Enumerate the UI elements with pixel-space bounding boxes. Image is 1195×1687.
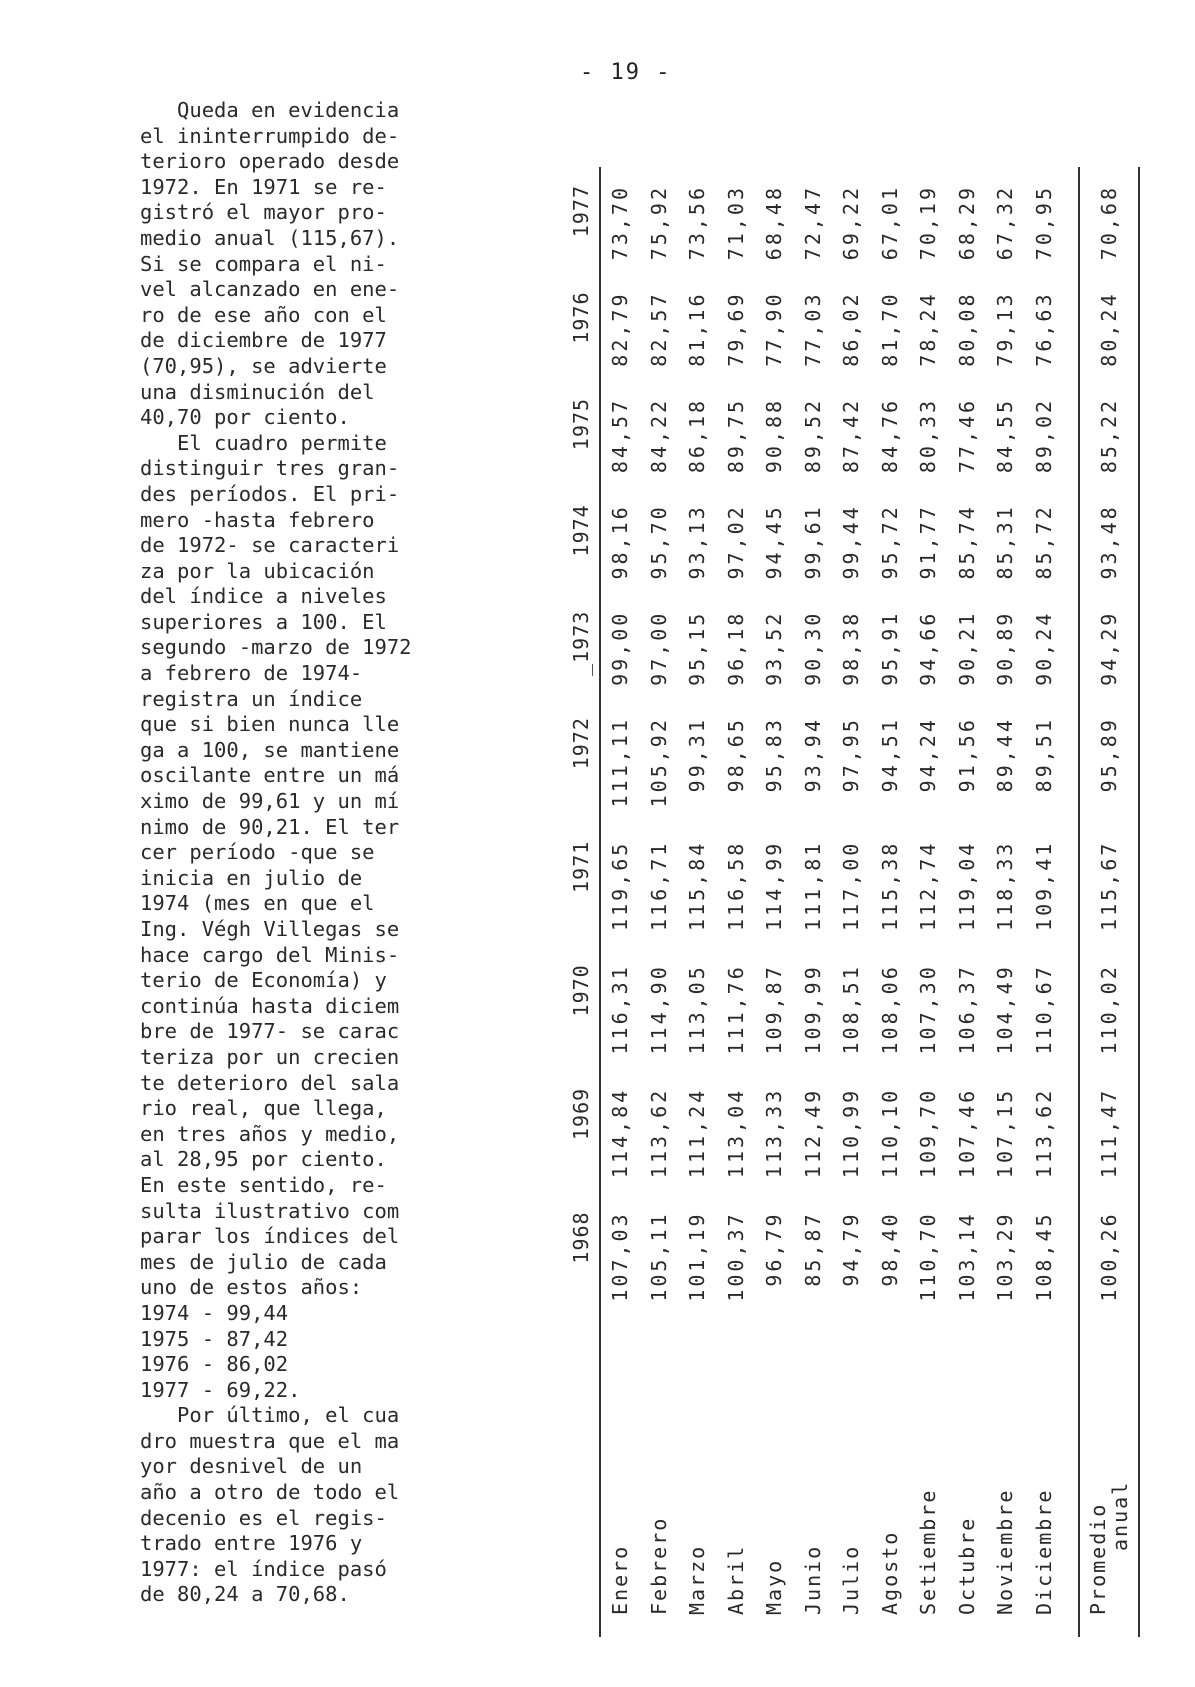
month-label: Agosto xyxy=(877,1530,902,1615)
average-label-line2: anual xyxy=(1108,1480,1132,1551)
index-value-cell: 109,41 xyxy=(1031,840,1056,931)
commentary-line: za por la ubicación xyxy=(140,558,375,583)
index-value-cell: 105,92 xyxy=(646,717,671,808)
index-value-cell: 113,62 xyxy=(1031,1087,1056,1179)
year-header: 1972 xyxy=(563,699,600,823)
index-value-cell: 90,21 xyxy=(954,610,979,686)
index-value-cell: 113,33 xyxy=(762,1087,787,1179)
index-value-cell: 85,31 xyxy=(993,504,1018,580)
index-value-cell: 95,70 xyxy=(646,504,671,580)
index-value-cell: 89,51 xyxy=(1031,717,1056,793)
index-value-cell: 89,52 xyxy=(800,397,825,474)
commentary-line: 1972. En 1971 se re- xyxy=(140,174,387,199)
index-value-cell: 77,90 xyxy=(762,291,787,367)
table-row xyxy=(600,167,640,1637)
month-label: Octubre xyxy=(954,1516,979,1615)
average-value-cell: 93,48 xyxy=(1079,486,1139,592)
table-row xyxy=(1025,167,1064,1637)
commentary-line: segundo -marzo de 1972 xyxy=(140,635,412,660)
index-value-cell: 114,90 xyxy=(646,964,671,1055)
index-value-cell: 107,15 xyxy=(993,1087,1018,1179)
commentary-line: a febrero de 1974- xyxy=(140,661,363,686)
commentary-line: cer período -que se xyxy=(140,840,375,865)
index-value-cell: 95,91 xyxy=(877,610,902,686)
index-value-cell: 95,83 xyxy=(762,717,787,793)
index-value-cell: 113,62 xyxy=(646,1087,671,1179)
commentary-line: del índice a niveles xyxy=(140,584,387,609)
commentary-line: ro de ese año con el xyxy=(140,302,387,327)
index-value-cell: 71,03 xyxy=(723,185,748,261)
index-value-cell: 107,46 xyxy=(954,1087,979,1179)
index-value-cell: 94,51 xyxy=(877,717,902,793)
commentary-line: nimo de 90,21. El ter xyxy=(140,814,400,839)
index-value-cell: 98,16 xyxy=(608,504,633,580)
index-value-cell: 76,63 xyxy=(1031,291,1056,367)
index-value-cell: 94,24 xyxy=(916,717,941,793)
commentary-line: decenio es el regis- xyxy=(140,1505,387,1530)
table-row xyxy=(832,167,871,1637)
index-value-cell: 72,47 xyxy=(800,185,825,261)
index-value-cell: 79,13 xyxy=(993,291,1018,367)
index-value-cell: 99,61 xyxy=(800,504,825,580)
index-value-cell: 110,67 xyxy=(1031,964,1056,1055)
table-body xyxy=(600,167,1139,1637)
commentary-line: uno de estos años: xyxy=(140,1275,363,1300)
index-value-cell: 94,79 xyxy=(839,1211,864,1287)
index-value-cell: 84,76 xyxy=(877,397,902,474)
commentary-line: terio de Economía) y xyxy=(140,968,387,993)
month-label: Abril xyxy=(723,1544,748,1615)
average-value-cell: 94,29 xyxy=(1079,593,1139,699)
commentary-line: vel alcanzado en ene- xyxy=(140,277,400,302)
average-value-cell: 85,22 xyxy=(1079,380,1139,486)
index-value-cell: 108,45 xyxy=(1031,1211,1056,1302)
month-label: Julio xyxy=(839,1544,864,1615)
index-value-cell: 107,30 xyxy=(916,964,941,1055)
commentary-line: ga a 100, se mantiene xyxy=(140,737,400,762)
index-value-cell: 117,00 xyxy=(839,840,864,931)
index-value-cell: 90,89 xyxy=(993,610,1018,686)
month-label: Diciembre xyxy=(1031,1488,1056,1615)
table-row xyxy=(909,167,948,1637)
average-value-cell: 111,47 xyxy=(1079,1070,1139,1194)
commentary-line: rio real, que llega, xyxy=(140,1096,387,1121)
average-value-cell: 70,68 xyxy=(1079,167,1139,273)
month-label: Febrero xyxy=(646,1516,671,1615)
table-row xyxy=(640,167,679,1637)
index-value-cell: 98,38 xyxy=(839,610,864,686)
index-value-cell: 73,56 xyxy=(685,185,710,261)
index-value-cell: 96,18 xyxy=(723,610,748,686)
commentary-line: des períodos. El pri- xyxy=(140,481,400,506)
index-value-cell: 69,22 xyxy=(839,185,864,261)
index-value-cell: 85,74 xyxy=(954,504,979,580)
commentary-line: 1977: el índice pasó xyxy=(140,1556,387,1581)
index-value-cell: 108,51 xyxy=(839,964,864,1055)
index-value-cell: 109,87 xyxy=(762,964,787,1055)
index-value-cell: 110,99 xyxy=(839,1087,864,1179)
index-value-cell: 94,66 xyxy=(916,610,941,686)
index-value-cell: 116,58 xyxy=(723,840,748,931)
commentary-line: teriza por un crecien xyxy=(140,1044,400,1069)
index-value-cell: 114,99 xyxy=(762,840,787,931)
index-value-cell: 100,37 xyxy=(723,1211,748,1302)
commentary-line: 1974 (mes en que el xyxy=(140,891,375,916)
index-value-cell: 70,19 xyxy=(916,185,941,261)
index-value-cell: 97,02 xyxy=(723,504,748,580)
index-value-cell: 111,76 xyxy=(723,964,748,1055)
index-value-cell: 114,84 xyxy=(608,1087,633,1179)
month-label: Setiembre xyxy=(916,1488,941,1615)
commentary-line: de 80,24 a 70,68. xyxy=(140,1582,350,1607)
index-value-cell: 103,14 xyxy=(954,1211,979,1302)
year-header: 1969 xyxy=(563,1070,600,1194)
annual-average-label xyxy=(1079,1317,1139,1637)
commentary-line: inicia en julio de xyxy=(140,865,363,890)
index-value-cell: 81,70 xyxy=(877,291,902,367)
index-value-cell: 108,06 xyxy=(877,964,902,1055)
index-value-cell: 112,49 xyxy=(800,1087,825,1179)
table-row xyxy=(986,167,1025,1637)
header-blank xyxy=(563,1317,600,1637)
index-value-cell: 99,44 xyxy=(839,504,864,580)
commentary-line: Si se compara el ni- xyxy=(140,251,387,276)
index-value-cell: 68,48 xyxy=(762,185,787,261)
commentary-line: bre de 1977- se carac xyxy=(140,1019,400,1044)
commentary-line: sulta ilustrativo com xyxy=(140,1198,400,1223)
index-value-cell: 81,16 xyxy=(685,291,710,367)
commentary-line: 1977 - 69,22. xyxy=(140,1377,301,1402)
index-value-cell: 111,81 xyxy=(800,840,825,931)
year-header: 1975 xyxy=(563,380,600,486)
annual-average-row xyxy=(1079,167,1139,1637)
commentary-line: el ininterrumpido de- xyxy=(140,123,400,148)
table-row xyxy=(794,167,833,1637)
divider-cell xyxy=(1063,167,1079,1637)
year-header-row xyxy=(563,167,600,1637)
index-value-cell: 115,84 xyxy=(685,840,710,931)
commentary-line: oscilante entre un má xyxy=(140,763,400,788)
index-value-cell: 70,95 xyxy=(1031,185,1056,261)
average-value-cell: 100,26 xyxy=(1079,1193,1139,1317)
average-value-cell: 95,89 xyxy=(1079,699,1139,823)
commentary-line: registra un índice xyxy=(140,686,363,711)
commentary-line: 1974 - 99,44 xyxy=(140,1300,289,1325)
index-value-cell: 95,72 xyxy=(877,504,902,580)
index-value-cell: 97,00 xyxy=(646,610,671,686)
average-value-cell: 80,24 xyxy=(1079,273,1139,379)
commentary-line: en tres años y medio, xyxy=(140,1121,400,1146)
real-wage-index-table xyxy=(563,167,1140,1637)
index-value-cell: 78,24 xyxy=(916,291,941,367)
index-value-cell: 77,03 xyxy=(800,291,825,367)
commentary-line: Ing. Végh Villegas se xyxy=(140,917,400,941)
index-value-cell: 93,94 xyxy=(800,717,825,793)
index-value-cell: 91,56 xyxy=(954,717,979,793)
index-value-cell: 87,42 xyxy=(839,397,864,474)
index-value-cell: 109,99 xyxy=(800,964,825,1055)
index-value-cell: 82,57 xyxy=(646,291,671,367)
commentary-line: 40,70 por ciento. xyxy=(140,405,350,430)
year-header: 1974 xyxy=(563,486,600,592)
index-value-cell: 91,77 xyxy=(916,504,941,580)
index-value-cell: 85,72 xyxy=(1031,504,1056,580)
commentary-line: continúa hasta diciem xyxy=(140,993,400,1018)
commentary-line: 1975 - 87,42 xyxy=(140,1326,289,1351)
table-row xyxy=(948,167,987,1637)
commentary-line: de 1972- se caracteri xyxy=(140,533,400,558)
commentary-line: al 28,95 por ciento. xyxy=(140,1147,387,1172)
index-value-cell: 116,71 xyxy=(646,840,671,931)
commentary-line: te deterioro del sala xyxy=(140,1070,400,1095)
index-value-cell: 86,02 xyxy=(839,291,864,367)
month-label: Mayo xyxy=(762,1558,787,1615)
commentary-line: dro muestra que el ma xyxy=(140,1428,400,1453)
index-value-cell: 77,46 xyxy=(954,397,979,474)
commentary-line: mes de julio de cada xyxy=(140,1249,387,1274)
index-value-cell: 118,33 xyxy=(993,840,1018,931)
commentary-line: trado entre 1976 y xyxy=(140,1531,363,1556)
index-value-cell: 113,04 xyxy=(723,1087,748,1179)
commentary-text xyxy=(140,98,460,1608)
index-value-cell: 115,38 xyxy=(877,840,902,931)
index-value-cell: 84,55 xyxy=(993,397,1018,474)
index-value-cell: 67,32 xyxy=(993,185,1018,261)
index-value-cell: 101,19 xyxy=(685,1211,710,1302)
page-number: - 19 - xyxy=(580,60,672,85)
index-value-cell: 84,57 xyxy=(608,397,633,474)
year-header: 1977 xyxy=(563,167,600,273)
commentary-line: superiores a 100. El xyxy=(140,609,387,634)
index-value-cell: 98,65 xyxy=(723,717,748,793)
index-value-cell: 119,04 xyxy=(954,840,979,931)
index-value-cell: 111,11 xyxy=(608,717,633,808)
index-value-cell: 105,11 xyxy=(646,1211,671,1302)
index-value-cell: 96,79 xyxy=(762,1211,787,1287)
table-divider xyxy=(1063,167,1079,1637)
index-value-cell: 89,02 xyxy=(1031,397,1056,474)
year-header: 1970 xyxy=(563,946,600,1070)
index-value-cell: 110,10 xyxy=(877,1087,902,1179)
index-value-cell: 85,87 xyxy=(800,1211,825,1287)
index-value-cell: 90,88 xyxy=(762,397,787,474)
commentary-line: año a otro de todo el xyxy=(140,1480,400,1505)
index-value-cell: 98,40 xyxy=(877,1211,902,1287)
index-value-cell: 106,37 xyxy=(954,964,979,1055)
index-value-cell: 99,31 xyxy=(685,717,710,793)
year-header: 1971 xyxy=(563,823,600,947)
index-value-cell: 89,44 xyxy=(993,717,1018,793)
index-value-cell: 84,22 xyxy=(646,397,671,474)
index-value-cell: 67,01 xyxy=(877,185,902,261)
commentary-line: mero -hasta febrero xyxy=(140,507,375,532)
month-label: Junio xyxy=(800,1544,825,1615)
commentary-line: En este sentido, re- xyxy=(140,1172,387,1197)
table-row xyxy=(871,167,910,1637)
commentary-line: Por último, el cua xyxy=(140,1403,400,1428)
rotated-table-container xyxy=(563,167,1132,1637)
index-value-cell: 97,95 xyxy=(839,717,864,793)
table-row xyxy=(717,167,756,1637)
commentary-line: yor desnivel de un xyxy=(140,1454,363,1479)
commentary-line: una disminución del xyxy=(140,379,375,404)
index-value-cell: 89,75 xyxy=(723,397,748,474)
commentary-line: ximo de 99,61 y un mí xyxy=(140,789,400,814)
index-value-cell: 116,31 xyxy=(608,964,633,1055)
index-value-cell: 103,29 xyxy=(993,1211,1018,1302)
commentary-line: de diciembre de 1977 xyxy=(140,328,387,353)
index-value-cell: 80,08 xyxy=(954,291,979,367)
average-label-line1: Promedio xyxy=(1086,1502,1110,1615)
month-label: Marzo xyxy=(685,1544,710,1615)
average-value-cell: 110,02 xyxy=(1079,946,1139,1070)
year-header: _1973 xyxy=(563,593,600,699)
commentary-line: Queda en evidencia xyxy=(140,98,400,122)
commentary-line: distinguir tres gran- xyxy=(140,456,400,481)
commentary-line: gistró el mayor pro- xyxy=(140,200,387,225)
index-value-cell: 73,70 xyxy=(608,185,633,261)
average-value-cell: 115,67 xyxy=(1079,823,1139,947)
commentary-line: medio anual (115,67). xyxy=(140,225,400,250)
index-value-cell: 80,33 xyxy=(916,397,941,474)
index-value-cell: 68,29 xyxy=(954,185,979,261)
index-value-cell: 110,70 xyxy=(916,1211,941,1302)
year-header: 1968 xyxy=(563,1193,600,1317)
commentary-line: (70,95), se advierte xyxy=(140,353,387,378)
month-label: Noviembre xyxy=(993,1488,1018,1615)
index-value-cell: 113,05 xyxy=(685,964,710,1055)
commentary-line: parar los índices del xyxy=(140,1224,400,1249)
index-value-cell: 75,92 xyxy=(646,185,671,261)
index-value-cell: 95,15 xyxy=(685,610,710,686)
index-value-cell: 99,00 xyxy=(608,610,633,686)
index-value-cell: 104,49 xyxy=(993,964,1018,1055)
table-row xyxy=(678,167,717,1637)
index-value-cell: 90,24 xyxy=(1031,610,1056,686)
index-value-cell: 82,79 xyxy=(608,291,633,367)
table-row xyxy=(755,167,794,1637)
index-value-cell: 94,45 xyxy=(762,504,787,580)
commentary-line: hace cargo del Minis- xyxy=(140,942,400,967)
commentary-line: El cuadro permite xyxy=(140,430,387,455)
index-value-cell: 86,18 xyxy=(685,397,710,474)
index-value-cell: 90,30 xyxy=(800,610,825,686)
month-label: Enero xyxy=(608,1544,633,1615)
commentary-line: 1976 - 86,02 xyxy=(140,1352,289,1377)
index-value-cell: 107,03 xyxy=(608,1211,633,1302)
index-value-cell: 119,65 xyxy=(608,840,633,931)
index-value-cell: 79,69 xyxy=(723,291,748,367)
commentary-line: terioro operado desde xyxy=(140,149,400,174)
index-value-cell: 111,24 xyxy=(685,1087,710,1179)
index-value-cell: 93,52 xyxy=(762,610,787,686)
commentary-line: que si bien nunca lle xyxy=(140,712,400,737)
index-value-cell: 109,70 xyxy=(916,1087,941,1179)
year-header: 1976 xyxy=(563,273,600,379)
index-value-cell: 112,74 xyxy=(916,840,941,931)
index-value-cell: 93,13 xyxy=(685,504,710,580)
